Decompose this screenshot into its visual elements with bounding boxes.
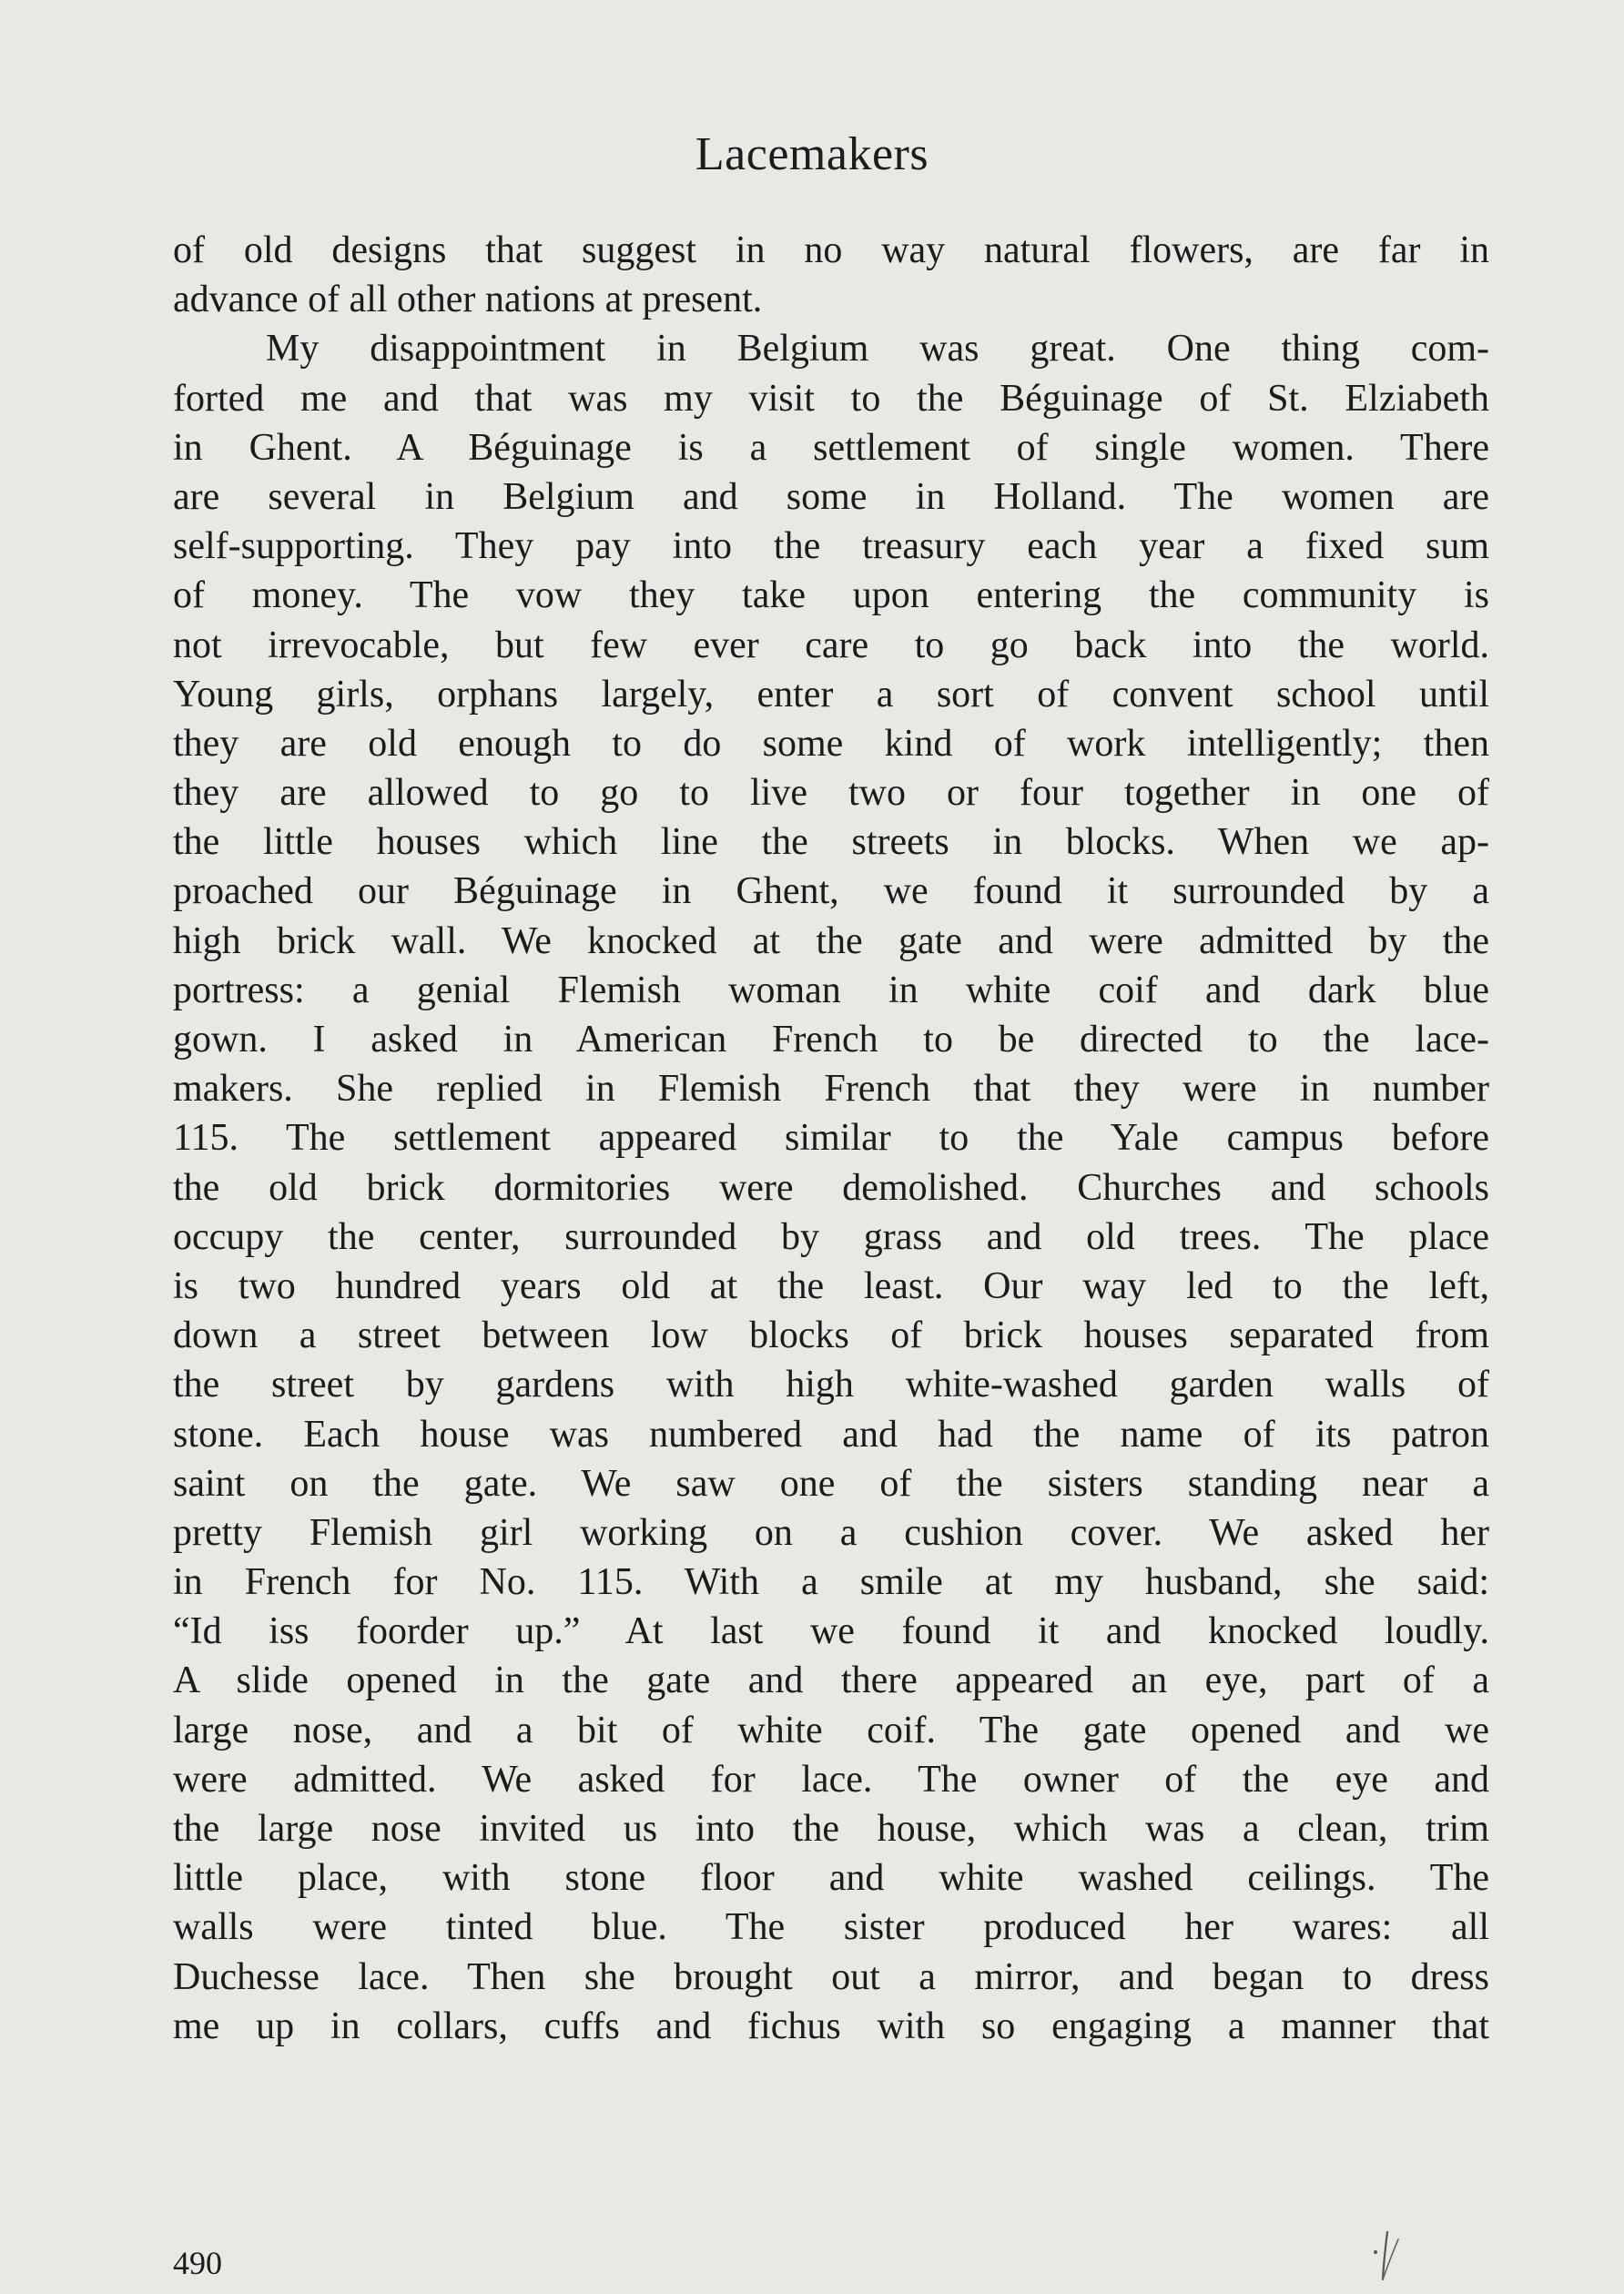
text-line: advance of all other nations at present. [173,279,763,321]
text-line: portress: a genial Flemish woman in white coif and dark blue [173,969,1489,1011]
body-text [173,226,1489,2051]
text-line: My disappointment in Belgium was great. One thing com- [266,328,1489,370]
text-line: they are old enough to do some kind of work intelligently; then [173,722,1489,765]
text-line: “Id iss foorder up.” At last we found it and knocked loudly. [173,1610,1489,1653]
text-line: in Ghent. A Béguinage is a settlement of single women. There [173,426,1489,469]
text-line: little place, with stone floor and white washed ceilings. The [173,1857,1489,1900]
text-line: high brick wall. We knocked at the gate and were admitted by the [173,919,1489,962]
text-line: the street by gardens with high white-washed garden walls of [173,1364,1489,1406]
text-line: me up in collars, cuffs and fichus with so engaging a manner that [173,2005,1489,2047]
text-line: are several in Belgium and some in Holland. The women are [173,475,1489,518]
text-line: makers. She replied in Flemish French that they were in number [173,1068,1489,1111]
text-line: in French for No. 115. With a smile at my husband, she said: [173,1561,1489,1604]
text-line: of money. The vow they take upon entering the community is [173,574,1489,617]
running-head: Lacemakers [695,128,929,180]
text-line: is two hundred years old at the least. Our way led to the left, [173,1264,1489,1307]
text-line: gown. I asked in American French to be directed to the lace- [173,1019,1489,1061]
text-line: large nose, and a bit of white coif. The gate opened and we [173,1709,1489,1751]
text-line: A slide opened in the gate and there appeared an eye, part of a [173,1660,1489,1702]
text-line: not irrevocable, but few ever care to go back into the world. [173,624,1489,666]
text-line: they are allowed to go to live two or four together in one of [173,772,1489,815]
text-line: of old designs that suggest in no way natural flowers, are far in [173,229,1489,271]
text-line: stone. Each house was numbered and had the name of its patron [173,1413,1489,1456]
text-line: the little houses which line the streets in blocks. When we ap- [173,821,1489,864]
text-line: saint on the gate. We saw one of the sisters standing near a [173,1462,1489,1505]
text-line: down a street between low blocks of brick houses separated from [173,1314,1489,1357]
text-line: Duchesse lace. Then she brought out a mirror, and began to dress [173,1955,1489,1998]
text-line: were admitted. We asked for lace. The owner of the eye and [173,1758,1489,1801]
pencil-mark-icon [1367,2227,1404,2285]
text-line: pretty Flemish girl working on a cushion cover. We asked her [173,1511,1489,1554]
text-line: self-supporting. They pay into the treasury each year a fixed sum [173,525,1489,568]
text-line: Young girls, orphans largely, enter a sort of convent school until [173,673,1489,716]
text-line: occupy the center, surrounded by grass and old trees. The place [173,1215,1489,1258]
text-line: walls were tinted blue. The sister produced her wares: all [173,1906,1489,1949]
text-line: 115. The settlement appeared similar to the Yale campus before [173,1117,1489,1160]
text-line: forted me and that was my visit to the Béguinage of St. Elziabeth [173,377,1489,420]
page-number: 490 [173,2245,222,2281]
text-line: the large nose invited us into the house, which was a clean, trim [173,1808,1489,1850]
text-line: proached our Béguinage in Ghent, we found it surrounded by a [173,870,1489,913]
text-line: the old brick dormitories were demolished. Churches and schools [173,1166,1489,1209]
